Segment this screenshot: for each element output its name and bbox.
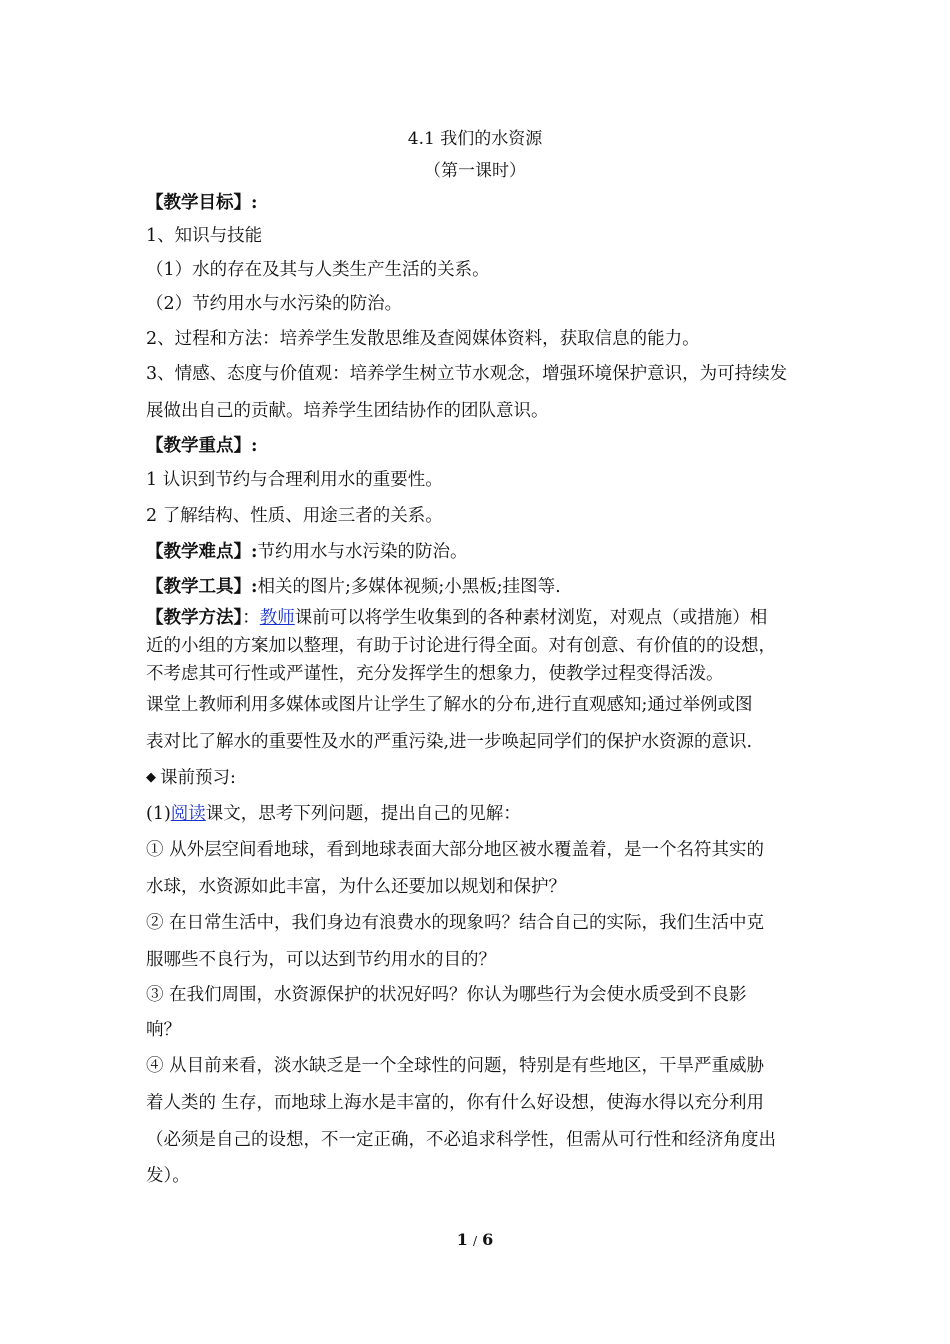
goal-3-line-1: 3、情感、态度与价值观：培养学生树立节水观念，增强环境保护意识，为可持续发 [146,364,788,384]
key-point-2: 2 了解结构、性质、用途三者的关系。 [146,506,443,526]
classroom-line-1: 课堂上教师利用多媒体或图片让学生了解水的分布,进行直观感知;通过举例或图 [146,695,753,715]
question-4-line-4: 发）。 [146,1166,190,1186]
classroom-line-2: 表对比了解水的重要性及水的严重污染,进一步唤起同学们的保护水资源的意识. [146,732,753,752]
question-2-line-1: ② 在日常生活中，我们身边有浪费水的现象吗？结合自己的实际，我们生活中克 [146,913,765,933]
method-line-1 [146,604,811,629]
question-4-line-1: ④ 从目前来看，淡水缺乏是一个全球性的问题，特别是有些地区，干旱严重威胁 [146,1056,765,1076]
difficulty-line [146,538,811,563]
method-colon: ： [242,608,260,628]
reading-text: 课文，思考下列问题，提出自己的见解： [205,804,521,824]
method-line-2: 近的小组的方案加以整理，有助于讨论进行得全面。对有创意、有价值的的设想， [146,636,776,656]
diamond-bullet-icon: ◆ [146,770,156,785]
page-current: 1 [456,1230,468,1249]
tools-heading: 【教学工具】: [146,577,258,597]
question-3-line-1: ③ 在我们周围，水资源保护的状况好吗？你认为哪些行为会使水质受到不良影 [146,985,747,1005]
goal-1: 1、知识与技能 [146,226,263,246]
goal-2: 2、过程和方法：培养学生发散思维及查阅媒体资料，获取信息的能力。 [146,329,700,349]
method-heading: 【教学方法】 [146,608,243,628]
question-4-line-3: （必须是自己的设想，不一定正确，不必追求科学性，但需从可行性和经济角度出 [146,1130,776,1150]
question-4-line-2: 着人类的 生存，而地球上海水是丰富的，你有什么好设想，使海水得以充分利用 [146,1093,765,1113]
difficulty-text: 节约用水与水污染的防治。 [257,542,468,562]
tools-text: 相关的图片;多媒体视频;小黑板;挂图等. [257,577,561,597]
page-separator: / [472,1234,478,1248]
page-number [0,1230,950,1249]
question-2-line-2: 服哪些不良行为，可以达到节约用水的目的？ [146,950,496,970]
preview-heading: 课前预习: [160,768,236,788]
question-3-line-2: 响？ [146,1020,181,1040]
reading-task [146,800,811,825]
method-line-3: 不考虑其可行性或严谨性，充分发挥学生的想象力，使教学过程变得活泼。 [146,664,724,684]
difficulty-heading: 【教学难点】: [146,542,258,562]
preview-line [146,764,811,789]
goals-heading: 【教学目标】: [146,193,258,213]
goal-1b: （2）节约用水与水污染的防治。 [146,294,403,314]
document-title: 4.1 我们的水资源 [407,129,543,149]
key-points-heading: 【教学重点】: [146,436,258,456]
goal-3-line-2: 展做出自己的贡献。培养学生团结协作的团队意识。 [146,401,549,421]
page-total: 6 [482,1230,494,1249]
teacher-link[interactable]: 教师 [259,608,295,628]
question-1-line-1: ① 从外层空间看地球，看到地球表面大部分地区被水覆盖着，是一个名符其实的 [146,840,765,860]
tools-line [146,573,811,598]
document-subtitle: （第一课时） [424,161,526,181]
question-1-line-2: 水球，水资源如此丰富，为什么还要加以规划和保护？ [146,877,566,897]
reading-prefix: (1) [146,804,171,824]
method-line-1-text: 课前可以将学生收集到的各种素材浏览，对观点（或措施）相 [294,608,768,628]
reading-link[interactable]: 阅读 [170,804,206,824]
goal-1a: （1）水的存在及其与人类生产生活的关系。 [146,260,490,280]
key-point-1: 1 认识到节约与合理利用水的重要性。 [146,470,443,490]
